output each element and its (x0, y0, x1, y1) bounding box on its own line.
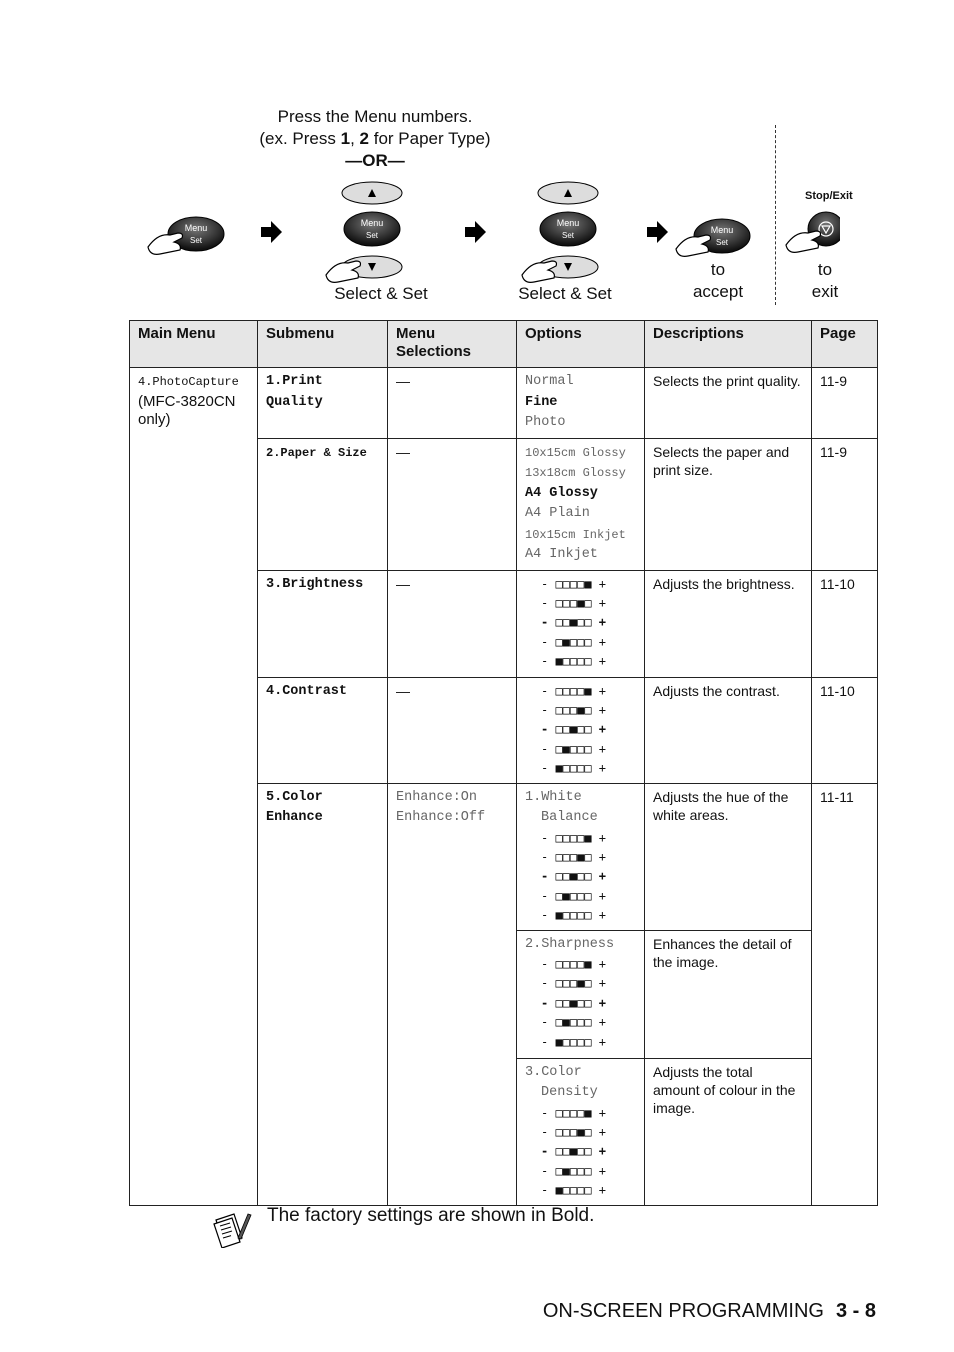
select-set-label-2: Select & Set (518, 284, 612, 303)
section-title: ON-SCREEN PROGRAMMING (542, 1300, 824, 1322)
selection-cell: — (388, 438, 517, 570)
stop-exit-button-icon (786, 212, 840, 252)
page-cell: 11-10 (812, 570, 878, 677)
factory-settings-note: The factory settings are shown in Bold. (267, 1205, 595, 1226)
page-footer (543, 1300, 876, 1323)
page-cell: 11-9 (812, 438, 878, 570)
stop-exit-label: Stop/Exit (805, 190, 853, 202)
submenu-color-enhance: 5.Color Enhance (258, 783, 388, 1205)
description-cell: Selects the paper and print size. (645, 438, 812, 570)
description-cell: Adjusts the total amount of colour in the image. (645, 1058, 812, 1205)
page-cell: 11-11 (812, 783, 878, 1205)
submenu-contrast: 4.Contrast (258, 677, 388, 783)
table-header-row (130, 321, 878, 368)
instructions (230, 106, 520, 172)
page-number: 3 - 8 (835, 1300, 876, 1322)
description-cell: Adjusts the hue of the white areas. (645, 783, 812, 930)
options-sharpness: 2.Sharpness - □□□□■ + - □□□■□ + - □□■□□ + - □■□□□ + - ■□□□□ + (517, 930, 645, 1058)
navigation-buttons-icon (326, 182, 402, 282)
svg-text:Menu: Menu (710, 225, 734, 235)
header-options: Options (517, 321, 645, 368)
select-set-label-1: Select & Set (334, 284, 428, 303)
main-menu-cell: 4.PhotoCapture (MFC-3820CN only) (130, 368, 258, 1206)
header-descriptions: Descriptions (645, 321, 812, 368)
description-cell: Selects the print quality. (645, 368, 812, 439)
description-cell: Enhances the detail of the image. (645, 930, 812, 1058)
submenu-print-quality: 1.Print Quality (258, 368, 388, 439)
submenu-brightness: 3.Brightness (258, 570, 388, 677)
header-submenu: Submenu (258, 321, 388, 368)
note-icon (212, 1210, 252, 1248)
options-contrast: - □□□□■ + - □□□■□ + - □□■□□ + - □■□□□ + - ■□□□□ + (517, 677, 645, 783)
svg-text:Set: Set (365, 231, 379, 240)
menu-button-press-icon (148, 217, 224, 254)
or-separator: —OR— (345, 151, 405, 170)
page-cell: 11-9 (812, 368, 878, 439)
svg-text:Menu: Menu (556, 218, 580, 228)
svg-text:Set: Set (561, 231, 575, 240)
submenu-paper-size: 2.Paper & Size (258, 438, 388, 570)
arrow-right-icon (465, 221, 486, 243)
options-brightness: - □□□□■ + - □□□■□ + - □□■□□ + - □■□□□ + - ■□□□□ + (517, 570, 645, 677)
menu-table (129, 320, 878, 1206)
description-cell: Adjusts the contrast. (645, 677, 812, 783)
options-paper-size: 10x15cm Glossy 13x18cm Glossy A4 Glossy A4 Plain 10x15cm Inkjet A4 Inkjet (517, 438, 645, 570)
divider (775, 125, 776, 305)
header-page: Page (812, 321, 878, 368)
options-white-balance: 1.White Balance - □□□□■ + - □□□■□ + - □□■□□ + - □■□□□ + - ■□□□□ + (517, 783, 645, 930)
svg-text:Set: Set (715, 238, 729, 247)
description-cell: Adjusts the brightness. (645, 570, 812, 677)
options-color-density: 3.Color Density - □□□□■ + - □□□■□ + - □□■□□ + - □■□□□ + - ■□□□□ + (517, 1058, 645, 1205)
selection-cell: — (388, 368, 517, 439)
svg-text:Menu: Menu (184, 223, 208, 233)
options-print-quality: Normal Fine Photo (517, 368, 645, 439)
instruction-line-1: Press the Menu numbers. (277, 107, 473, 126)
header-main-menu: Main Menu (130, 321, 258, 368)
selections-color-enhance: Enhance:On Enhance:Off (388, 783, 517, 1205)
exit-label: to exit (811, 260, 839, 301)
set-button-press-icon (676, 219, 750, 256)
navigation-buttons-icon (522, 182, 598, 282)
svg-text:Set: Set (189, 236, 203, 245)
arrow-right-icon (261, 221, 282, 243)
selection-cell: — (388, 677, 517, 783)
svg-text:Menu: Menu (360, 218, 384, 228)
selection-cell: — (388, 570, 517, 677)
instruction-line-2: (ex. Press 1, 2 for Paper Type) (259, 129, 491, 148)
page-cell: 11-10 (812, 677, 878, 783)
accept-label: to accept (692, 260, 744, 301)
arrow-right-icon (647, 221, 668, 243)
header-menu-selections: Menu Selections (388, 321, 517, 368)
table-row (130, 368, 878, 439)
